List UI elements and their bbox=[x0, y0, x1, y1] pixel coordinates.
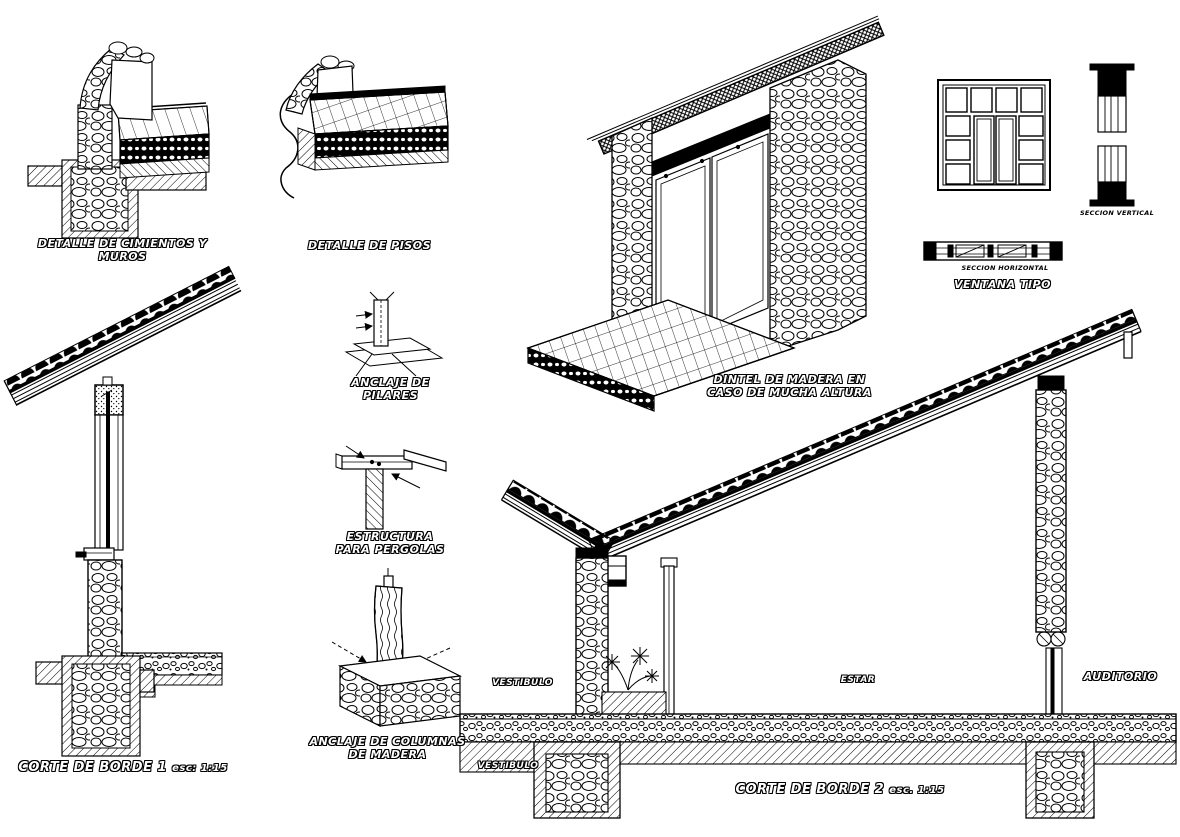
floor-detail-drawing bbox=[280, 56, 448, 198]
label-dintel-madera-line2: CASO DE MUCHA ALTURA bbox=[707, 385, 872, 399]
label-room-vestibulo: VESTIBULO bbox=[492, 678, 553, 688]
window-elevation-drawing bbox=[938, 80, 1050, 190]
edge-section-1-drawing bbox=[4, 266, 241, 756]
label-seccion-vertical: SECCION VERTICAL bbox=[1079, 209, 1155, 217]
pillar-anchor-drawing bbox=[346, 292, 442, 376]
label-seccion-horizontal: SECCION HORIZONTAL bbox=[961, 264, 1049, 272]
wood-column-anchor-drawing bbox=[332, 568, 460, 726]
label-anclaje-columnas-line2: DE MADERA bbox=[348, 747, 427, 761]
label-room-auditorio: AUDITORIO bbox=[1083, 670, 1158, 683]
label-ventana-tipo: VENTANA TIPO bbox=[954, 278, 1051, 291]
label-anclaje-pilares-line2: PILARES bbox=[362, 388, 419, 402]
label-detalle-cimientos-line2: MUROS bbox=[98, 249, 147, 263]
wood-lintel-detail-drawing bbox=[528, 16, 886, 411]
foundation-wall-detail-drawing bbox=[28, 42, 209, 238]
label-room-estar: ESTAR bbox=[840, 675, 876, 685]
label-corte-borde-1-title: CORTE DE BORDE 1 bbox=[18, 760, 168, 775]
window-vertical-section-drawing bbox=[1090, 64, 1134, 206]
label-detalle-cimientos-line1: DETALLE DE CIMIENTOS Y bbox=[37, 237, 208, 250]
pergola-structure-drawing bbox=[336, 446, 446, 529]
label-anclaje-pilares-line1: ANCLAJE DE bbox=[351, 376, 430, 389]
label-estructura-pergolas-line1: ESTRUCTURA bbox=[346, 530, 434, 543]
label-estructura-pergolas-line2: PARA PERGOLAS bbox=[335, 542, 445, 556]
label-detalle-pisos: DETALLE DE PISOS bbox=[308, 239, 431, 252]
label-anclaje-columnas-line1: ANCLAJE DE COLUMNAS bbox=[309, 735, 466, 748]
window-horizontal-section-drawing bbox=[924, 242, 1062, 260]
label-corte-borde-2-scale: esc. 1:15 bbox=[889, 785, 945, 796]
edge-section-2-drawing bbox=[460, 309, 1176, 818]
label-dintel-madera-line1: DINTEL DE MADERA EN bbox=[713, 373, 866, 386]
label-corte-borde-1-scale: esc: 1:15 bbox=[172, 763, 228, 774]
label-room-vestibulo-inferior: VESTIBULO bbox=[477, 761, 539, 771]
label-corte-borde-2-title: CORTE DE BORDE 2 bbox=[735, 782, 885, 797]
